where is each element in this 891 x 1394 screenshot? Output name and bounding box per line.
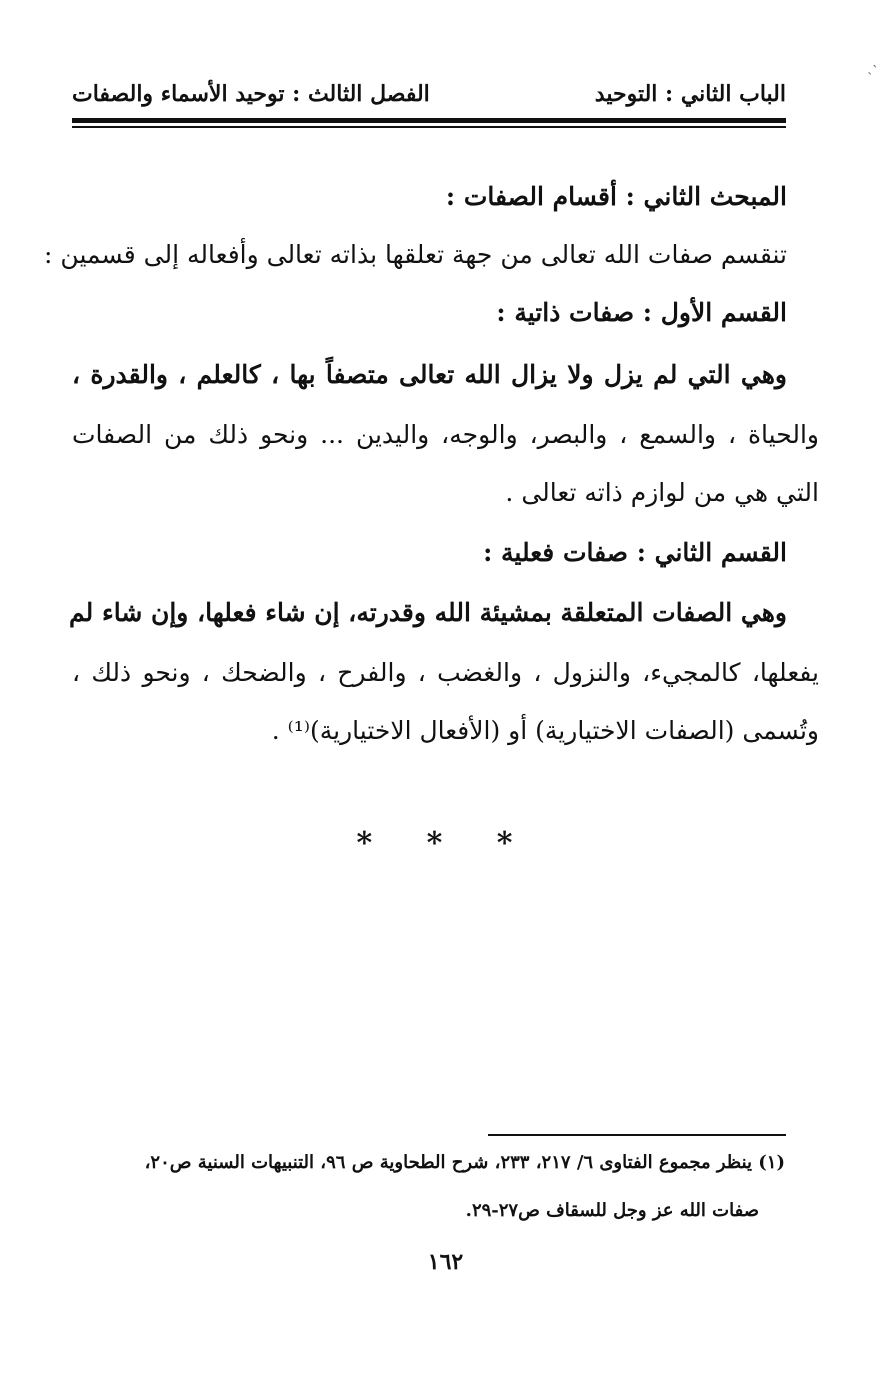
section-heading: المبحث الثاني : أقسام الصفات : bbox=[445, 182, 787, 211]
footnote-line-2: صفات الله عز وجل للسقاف ص٢٧-٢٩. bbox=[465, 1200, 759, 1221]
part2-line-2: يفعلها، كالمجيء، والنزول ، والغضب ، والفرح ، والضحك ، ونحو ذلك ، bbox=[72, 658, 819, 687]
header-rule-thin bbox=[72, 126, 786, 128]
scan-mark: ˋ˴ bbox=[867, 64, 879, 80]
part2-line-1: وهي الصفات المتعلقة بمشيئة الله وقدرته، إن شاء فعلها، وإن شاء لم bbox=[69, 598, 787, 627]
running-header bbox=[72, 74, 786, 114]
header-chapter: الباب الثاني : التوحيد bbox=[594, 81, 786, 107]
footnote-rule bbox=[488, 1134, 786, 1136]
part1-line-3: التي هي من لوازم ذاته تعالى . bbox=[505, 478, 819, 507]
part2-title: القسم الثاني : صفات فعلية : bbox=[483, 538, 787, 567]
header-section: الفصل الثالث : توحيد الأسماء والصفات bbox=[72, 81, 430, 107]
part2-line-3: وتُسمى (الصفات الاختيارية) أو (الأفعال الاختيارية)⁽¹⁾ . bbox=[271, 716, 819, 745]
part1-line-1: وهي التي لم يزل ولا يزال الله تعالى متصفاً بها ، كالعلم ، والقدرة ، bbox=[72, 360, 787, 389]
part1-title: القسم الأول : صفات ذاتية : bbox=[496, 298, 787, 327]
header-rule-thick bbox=[72, 118, 786, 123]
page-number: ١٦٢ bbox=[427, 1249, 464, 1275]
section-separator: * * * bbox=[356, 826, 535, 861]
footnote-line-1: (١) ينظر مجموع الفتاوى ٦/ ٢١٧، ٢٣٣، شرح الطحاوية ص ٩٦، التنبيهات السنية ص٢٠، bbox=[144, 1152, 785, 1173]
part1-line-2: والحياة ، والسمع ، والبصر، والوجه، واليدين ... ونحو ذلك من الصفات bbox=[72, 420, 819, 449]
intro-line: تنقسم صفات الله تعالى من جهة تعلقها بذاته تعالى وأفعاله إلى قسمين : bbox=[44, 240, 787, 269]
